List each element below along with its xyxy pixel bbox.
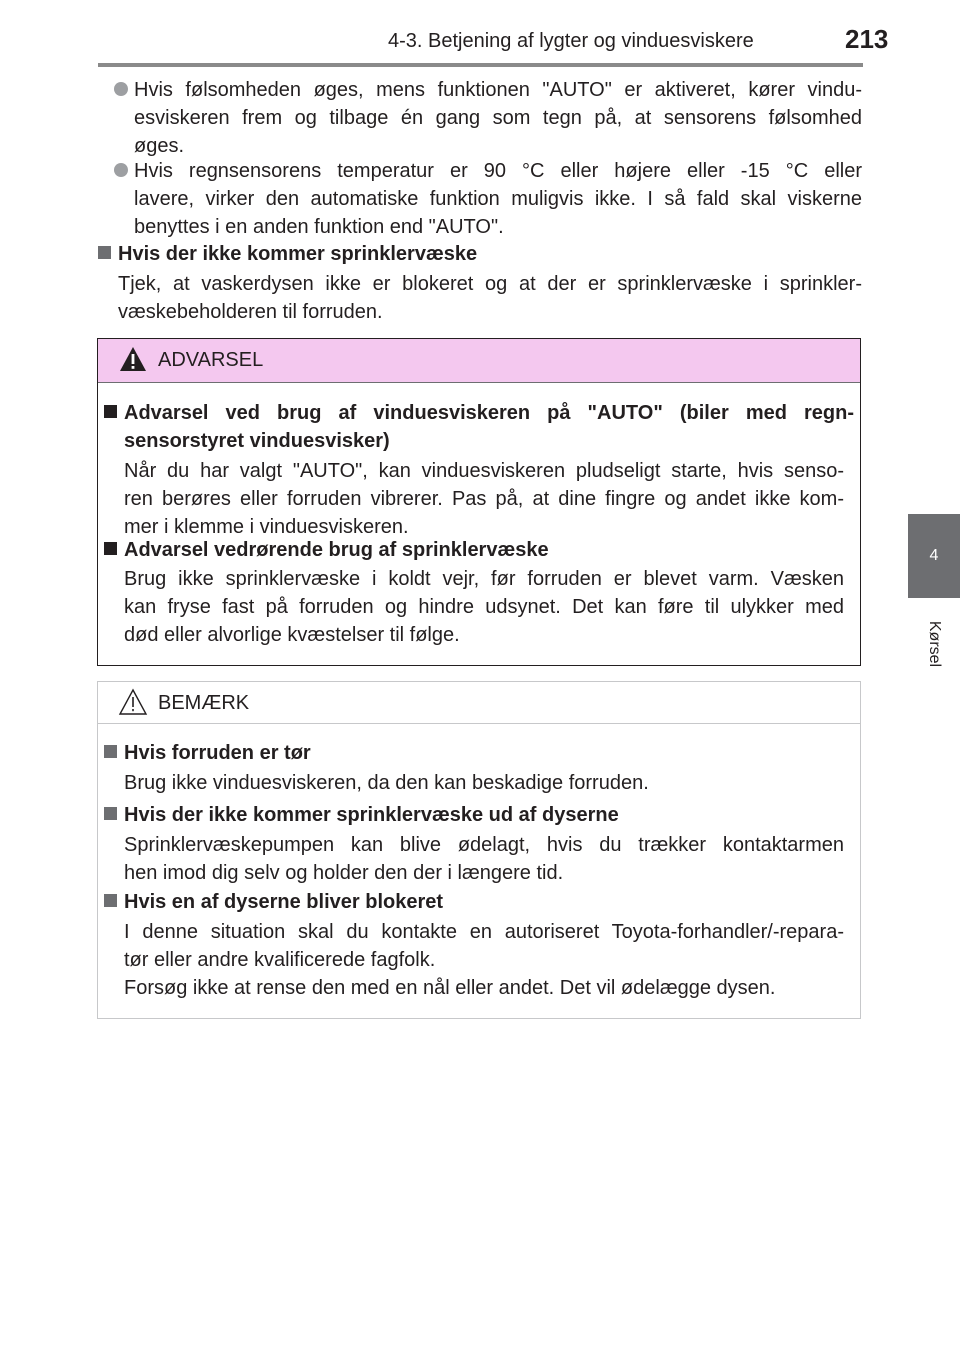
- bullet-line: esviskeren frem og tilbage én gang som tegn på, at sensorens følsomhed: [134, 107, 862, 129]
- bullet-line: Hvis regnsensorens temperatur er 90 °C eller højere eller -15 °C eller: [134, 160, 862, 182]
- note-body-line: tør eller andre kvalificerede fagfolk.: [124, 949, 436, 971]
- warning-body-line: død eller alvorlige kvæstelser til følge.: [124, 624, 460, 646]
- section-square-icon: [98, 246, 111, 259]
- warning-item-body: [124, 457, 844, 541]
- warning-item-heading-line: sensorstyret vinduesvisker): [124, 430, 390, 452]
- bullet-line: Hvis følsomheden øges, mens funktionen "AUTO" er aktiveret, kører vindu-: [134, 79, 862, 101]
- bullet-line: øges.: [134, 135, 185, 157]
- note-item-heading: [104, 888, 443, 916]
- warning-body-line: Når du har valgt "AUTO", kan vinduesviskeren pludseligt starte, hvis senso-: [124, 460, 844, 482]
- header-rule: [98, 63, 863, 67]
- bullet-dot-icon: [114, 163, 128, 177]
- note-body-line: Brug ikke vinduesviskeren, da den kan beskadige forruden.: [124, 772, 649, 794]
- note-body-line: hen imod dig selv og holder den der i længere tid.: [124, 862, 564, 884]
- note-item-heading-line: Hvis forruden er tør: [124, 742, 311, 764]
- bullet-dot-icon: [114, 82, 128, 96]
- chapter-tab-label: [910, 610, 958, 678]
- warning-header: [98, 339, 860, 383]
- section-body: [118, 270, 862, 326]
- chapter-tab-label-text: Kørsel: [925, 620, 943, 668]
- note-header: [98, 682, 860, 724]
- bullet-item: [114, 76, 862, 160]
- note-box: [97, 681, 861, 1019]
- bullet-line: lavere, virker den automatiske funktion muligvis ikke. I så fald skal viskerne: [134, 188, 862, 210]
- section-body-line: Tjek, at vaskerdysen ikke er blokeret og at der er sprinklervæske i sprinkler-: [118, 273, 862, 295]
- note-body-line: Sprinklervæskepumpen kan blive ødelagt, hvis du trækker kontaktarmen: [124, 834, 844, 856]
- note-item-heading-line: Hvis der ikke kommer sprinklervæske ud af dyserne: [124, 804, 619, 826]
- warning-label: ADVARSEL: [158, 349, 264, 371]
- warning-triangle-icon: [118, 345, 148, 373]
- note-item-body: [124, 918, 844, 1002]
- section-heading-text: Hvis der ikke kommer sprinklervæske: [118, 243, 478, 265]
- note-body-line: Forsøg ikke at rense den med en nål eller andet. Det vil ødelægge dysen.: [124, 977, 776, 999]
- note-item-body: [124, 769, 844, 797]
- note-item-heading: [104, 739, 311, 767]
- warning-item-heading-line: Advarsel vedrørende brug af sprinklervæske: [124, 539, 549, 561]
- warning-item-heading: [104, 399, 854, 455]
- note-body-line: I denne situation skal du kontakte en autoriseret Toyota-forhandler/-repara-: [124, 921, 844, 943]
- note-square-icon: [104, 807, 117, 820]
- warning-square-icon: [104, 542, 117, 555]
- section-body-line: væskebeholderen til forruden.: [118, 301, 383, 323]
- page-number: 213: [845, 24, 889, 54]
- warning-item-heading: [104, 536, 549, 564]
- note-label: BEMÆRK: [158, 692, 250, 714]
- warning-body-line: kan fryse fast på forruden og hindre udsynet. Det kan føre til ulykker med: [124, 596, 844, 618]
- note-square-icon: [104, 745, 117, 758]
- warning-body-line: ren berøres eller forruden vibrerer. Pas på, at dine fingre og andet ikke kom-: [124, 488, 844, 510]
- chapter-header-title: 4-3. Betjening af lygter og vinduesviskere: [388, 30, 754, 52]
- warning-body-line: mer i klemme i vinduesviskeren.: [124, 516, 409, 538]
- warning-body-line: Brug ikke sprinklervæske i koldt vejr, før forruden er blevet varm. Væsken: [124, 568, 844, 590]
- warning-item-body: [124, 565, 844, 649]
- bullet-line: benyttes i en anden funktion end "AUTO".: [134, 216, 504, 238]
- note-item-heading: [104, 801, 619, 829]
- section-heading: [98, 240, 477, 268]
- warning-box: [97, 338, 861, 666]
- chapter-tab-number: 4: [929, 547, 939, 564]
- bullet-item: [114, 157, 862, 241]
- chapter-tab: [908, 514, 960, 598]
- caution-outline-triangle-icon: [118, 688, 148, 716]
- note-item-body: [124, 831, 844, 887]
- warning-item-heading-line: Advarsel ved brug af vinduesviskeren på "AUTO" (biler med regn-: [124, 402, 854, 424]
- note-square-icon: [104, 894, 117, 907]
- note-item-heading-line: Hvis en af dyserne bliver blokeret: [124, 891, 444, 913]
- warning-square-icon: [104, 405, 117, 418]
